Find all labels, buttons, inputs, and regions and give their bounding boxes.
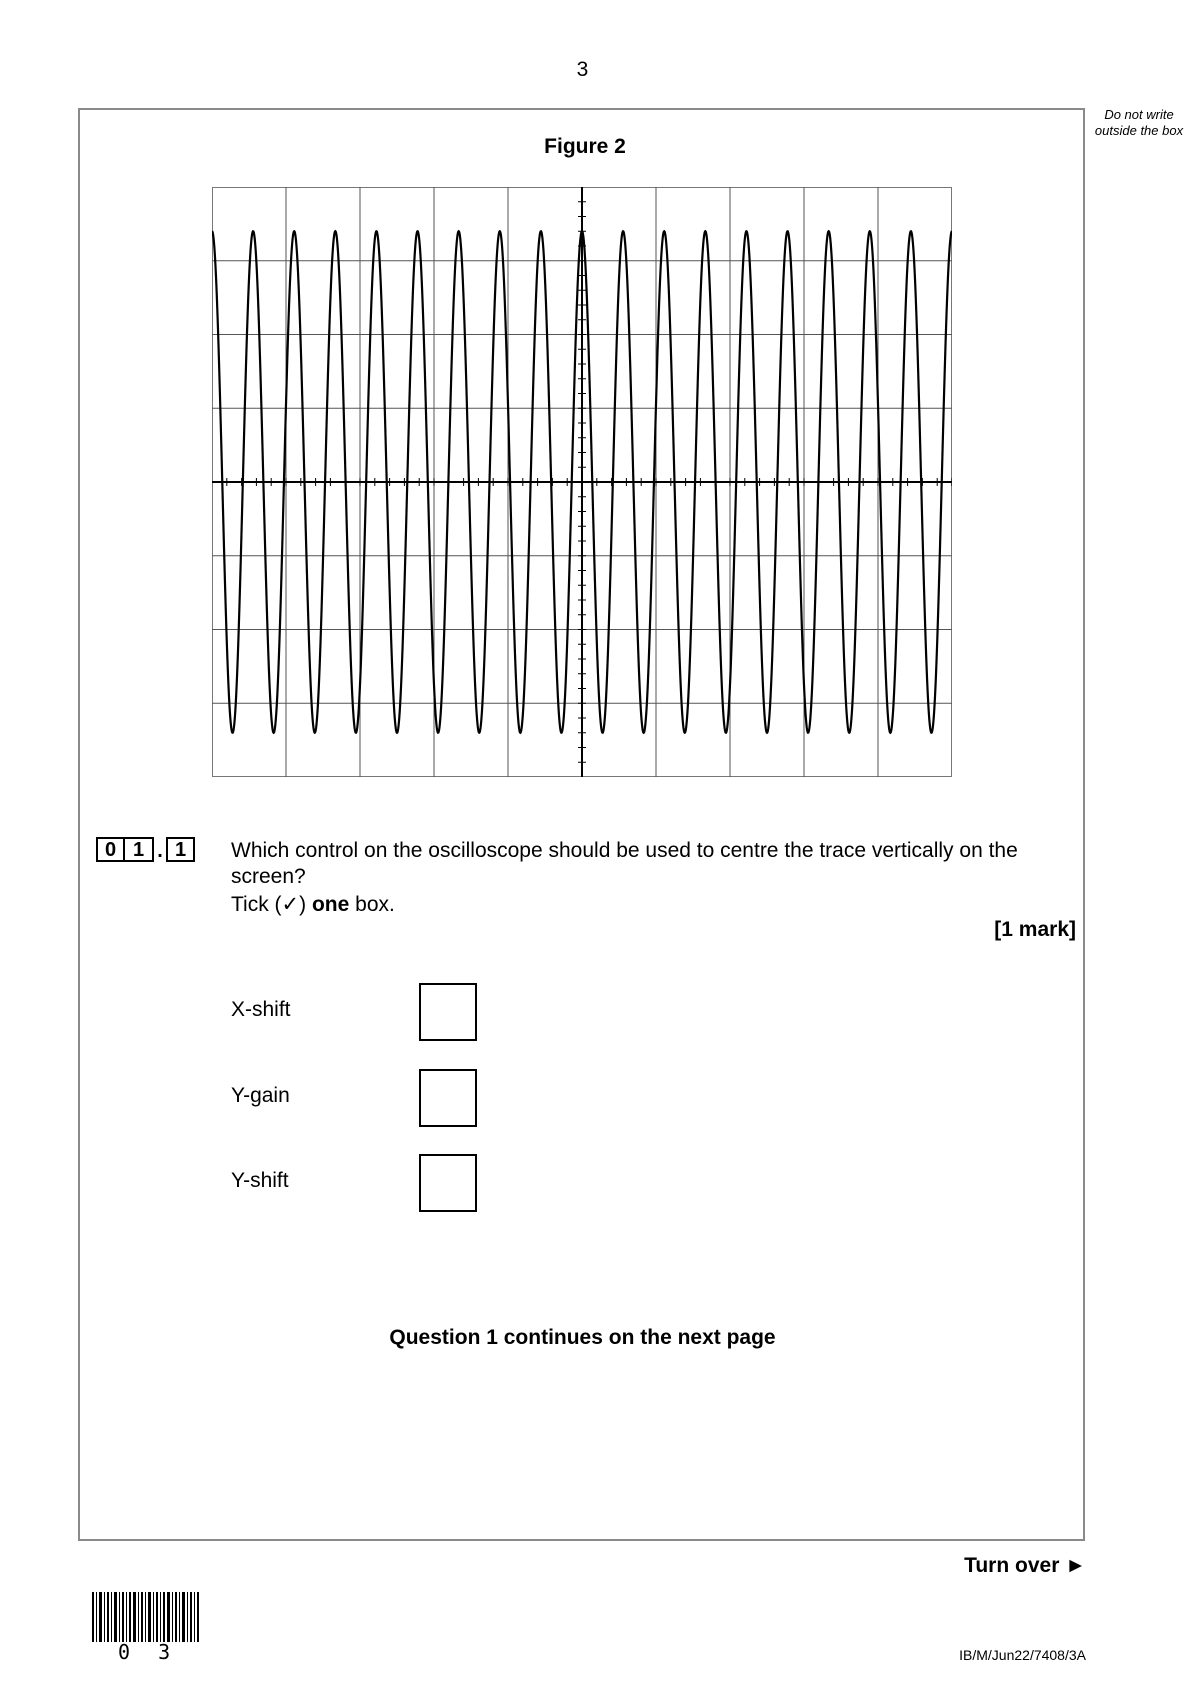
option-label-x-shift: X-shift bbox=[231, 998, 291, 1021]
figure-title: Figure 2 bbox=[544, 135, 626, 158]
barcode-icon bbox=[90, 1592, 202, 1642]
page-number: 3 bbox=[576, 58, 589, 81]
instruction-suffix: box. bbox=[349, 893, 395, 916]
margin-note: Do not write outside the box bbox=[1094, 107, 1184, 138]
question-instruction bbox=[231, 892, 395, 917]
turn-over-label: Turn over ► bbox=[964, 1554, 1086, 1577]
instruction-prefix: Tick (✓) bbox=[231, 893, 312, 916]
tick-box-y-shift[interactable] bbox=[419, 1154, 477, 1212]
question-digit: 0 bbox=[96, 837, 125, 862]
marks-label: [1 mark] bbox=[994, 918, 1076, 941]
question-number bbox=[96, 837, 195, 862]
option-label-y-gain: Y-gain bbox=[231, 1084, 290, 1107]
tick-box-x-shift[interactable] bbox=[419, 983, 477, 1041]
instruction-bold: one bbox=[311, 893, 350, 916]
question-dot: . bbox=[157, 840, 163, 862]
continues-note: Question 1 continues on the next page bbox=[389, 1326, 776, 1349]
option-label-y-shift: Y-shift bbox=[231, 1169, 289, 1192]
tick-box-y-gain[interactable] bbox=[419, 1069, 477, 1127]
oscilloscope-axes bbox=[212, 187, 952, 777]
oscilloscope-screen bbox=[212, 187, 952, 777]
question-text: Which control on the oscilloscope should be used to centre the trace vertically on the screen? bbox=[231, 839, 1018, 888]
barcode-digits: 0 3 bbox=[118, 1640, 179, 1664]
reference-code: IB/M/Jun22/7408/3A bbox=[959, 1647, 1086, 1663]
question-part-digit: 1 bbox=[166, 837, 195, 862]
question-digit: 1 bbox=[125, 837, 154, 862]
